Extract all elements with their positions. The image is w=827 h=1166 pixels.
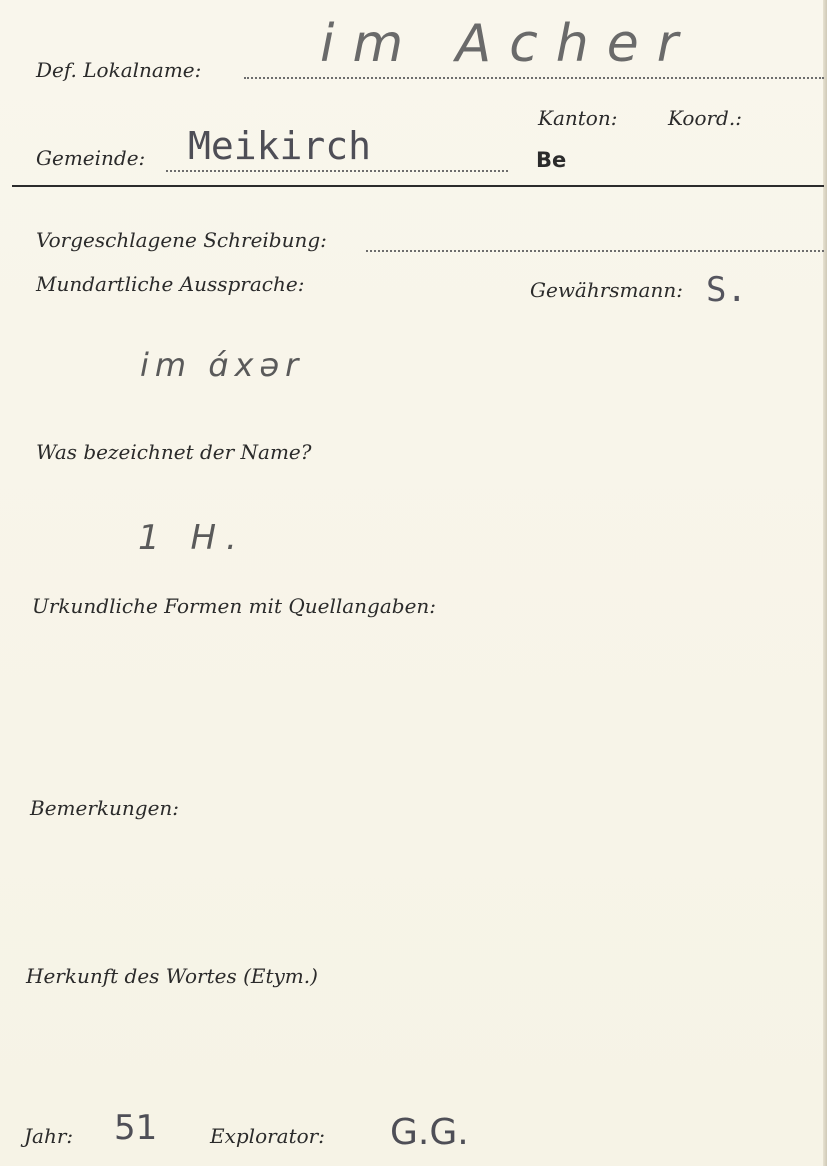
jahr-value: 51 xyxy=(114,1108,158,1148)
explorator-value: G.G. xyxy=(390,1112,469,1153)
gemeinde-label: Gemeinde: xyxy=(36,146,146,170)
gewaehrsmann-label: Gewährsmann: xyxy=(530,278,683,302)
bezeichnet-value: 1 H. xyxy=(138,518,247,558)
header-rule xyxy=(12,185,824,187)
herkunft-label: Herkunft des Wortes (Etym.) xyxy=(26,964,318,988)
aussprache-label: Mundartliche Aussprache: xyxy=(36,272,305,296)
lokalname-label: Def. Lokalname: xyxy=(36,58,202,82)
jahr-label: Jahr: xyxy=(24,1124,74,1148)
gemeinde-value: Meikirch xyxy=(188,124,372,168)
bemerkungen-label: Bemerkungen: xyxy=(30,796,180,820)
koord-label: Koord.: xyxy=(668,106,742,130)
explorator-label: Explorator: xyxy=(210,1124,325,1148)
schreibung-label: Vorgeschlagene Schreibung: xyxy=(36,228,327,252)
urkundlich-label: Urkundliche Formen mit Quellangaben: xyxy=(32,594,437,618)
kanton-label: Kanton: xyxy=(538,106,618,130)
aussprache-value: im ɑ́xər xyxy=(140,346,305,384)
lokalname-value: im Acher xyxy=(320,14,697,74)
kanton-value: Be xyxy=(536,148,567,172)
lokalname-line xyxy=(244,77,824,79)
card-edge xyxy=(823,0,827,1166)
schreibung-line xyxy=(366,250,824,252)
bezeichnet-label: Was bezeichnet der Name? xyxy=(36,440,312,464)
gemeinde-line xyxy=(166,170,508,172)
gewaehrsmann-value: S. xyxy=(706,270,747,310)
